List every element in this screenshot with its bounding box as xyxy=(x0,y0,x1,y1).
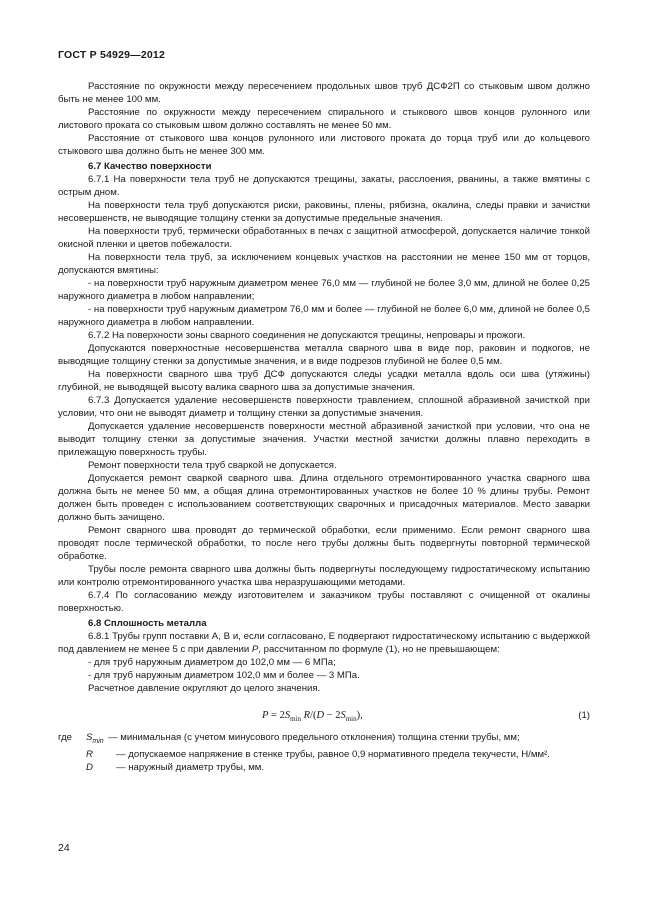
text-run: − 2 xyxy=(324,710,341,721)
paragraph: Расстояние по окружности между пересечением продольных швов труб ДСФ2П со стыковым швом должно быть не менее 100 мм. xyxy=(58,81,590,105)
list-item: - для труб наружным диаметром 102,0 мм и более — 3 МПа. xyxy=(88,670,360,681)
document-body xyxy=(58,80,590,774)
paragraph: Расчетное давление округляют до целого значения. xyxy=(88,683,321,694)
section-heading: 6.8 Сплошность металла xyxy=(88,618,207,629)
document-header: ГОСТ Р 54929—2012 xyxy=(58,49,166,61)
paragraph: Допускается ремонт сваркой сварного шва. Длина отдельного отремонтированного участка сварного шва должна быть не менее 50 мм, а общая длина отремонтированных участков не более 10 % длины трубы. Ремонт должен быть проведен с использованием соответствующих сварочных и присадочных материалов. Место заварки должно быть зачищено. xyxy=(58,473,590,523)
text-run: ), xyxy=(356,710,363,721)
variable-symbol xyxy=(86,731,108,748)
paragraph: На поверхности тела труб допускаются риски, раковины, плены, рябизна, окалина, следы правки и зачистки несовершенств, не выводящие толщину стенки за допустимые предельные значения. xyxy=(58,200,590,224)
variable-symbol: D xyxy=(316,710,325,721)
variable-definition: — допускаемое напряжение в стенке трубы, равное 0,9 нормативного предела текучести, Н/мм². xyxy=(116,748,550,760)
paragraph: Расстояние от стыкового шва концов рулонного или листового проката до торца труб или до кольцевого стыкового шва должно быть не менее 300 мм. xyxy=(58,133,590,157)
variable-symbol: R xyxy=(300,710,311,721)
paragraph: Расстояние по окружности между пересечением спирального и стыкового швов концов рулонного или листового проката со стыковым швом должно составлять не менее 50 мм. xyxy=(58,107,590,131)
subscript: min xyxy=(92,737,104,745)
text-run: 6.8.1 Трубы групп поставки А, В и, если согласовано, Е подвергают гидростатическому испытанию с выдержкой под давлением не менее 5 с при давлении xyxy=(58,631,590,655)
list-item: - для труб наружным диаметром до 102,0 мм — 6 МПа; xyxy=(88,657,336,668)
list-item: - на поверхности труб наружным диаметром 76,0 мм и более — глубиной не более 6,0 мм, длиной не более 0,5 наружного диаметра в любом направлении. xyxy=(58,304,590,328)
formula-number: (1) xyxy=(578,710,590,721)
variable-definition: — минимальная (с учетом минусового предельного отклонения) толщина стенки трубы, мм; xyxy=(108,732,520,743)
text-run: , рассчитанном по формуле (1), но не превышающем: xyxy=(258,644,500,655)
paragraph: На поверхности труб, термически обработанных в печах с защитной атмосферой, допускается наличие тонкой окисной пленки и цветов побежалости. xyxy=(58,226,590,250)
paragraph: Трубы после ремонта сварного шва должны быть подвергнуты последующему гидростатическому испытанию или контролю отремонтированного участка шва неразрушающими методами. xyxy=(58,564,590,588)
paragraph: Допускается удаление несовершенств поверхности местной абразивной зачисткой при условии, что она не выводит толщину стенки за допустимые значения. Участки местной зачистки должны плавно переходить в прилежащую поверхность трубы. xyxy=(58,421,590,458)
variable-symbol: S xyxy=(284,710,291,721)
variable-row xyxy=(58,761,590,774)
list-item: - на поверхности труб наружным диаметром менее 76,0 мм — глубиной не более 3,0 мм, длиной не более 0,25 наружного диаметра в любом направлении; xyxy=(58,278,590,302)
spacer xyxy=(58,761,86,774)
formula-block xyxy=(58,699,590,725)
variable-symbol: S xyxy=(340,710,346,721)
spacer xyxy=(58,748,86,761)
variable-symbol: D xyxy=(86,761,93,773)
paragraph xyxy=(58,630,590,656)
text-run: /( xyxy=(310,710,317,721)
symbol-letter: S xyxy=(86,732,93,743)
section-heading: 6.7 Качество поверхности xyxy=(88,161,212,172)
paragraph: На поверхности тела труб, за исключением концевых участков на расстоянии не менее 150 мм от торцов, допускаются вмятины: xyxy=(58,252,590,276)
variable-definitions xyxy=(58,731,590,774)
subscript: min xyxy=(345,715,357,724)
subscript: min xyxy=(290,715,301,724)
variable-symbol: R xyxy=(86,748,93,760)
variable-symbol: P xyxy=(251,644,259,655)
paragraph: 6.7.4 По согласованию между изготовителем и заказчиком трубы поставляют с очищенной от окалины поверхностью. xyxy=(58,590,590,614)
variable-row xyxy=(58,731,590,748)
page-number: 24 xyxy=(58,842,70,854)
formula-expression xyxy=(262,709,363,726)
variable-symbol: P xyxy=(262,710,269,721)
paragraph: 6.7.1 На поверхности тела труб не допускаются трещины, закаты, расслоения, рванины, а также вмятины с острым дном. xyxy=(58,174,590,198)
text-run: = 2 xyxy=(268,710,285,721)
paragraph: На поверхности сварного шва труб ДСФ допускаются следы усадки металла вдоль оси шва (утяжины) глубиной, не выводящей высоту валика сварного шва за допустимые значения. xyxy=(58,369,590,393)
paragraph: 6.7.2 На поверхности зоны сварного соединения не допускаются трещины, непровары и прожоги. xyxy=(88,330,526,341)
paragraph: Ремонт поверхности тела труб сваркой не допускается. xyxy=(88,460,337,471)
variable-row xyxy=(58,748,590,761)
variable-definition: — наружный диаметр трубы, мм. xyxy=(116,761,265,773)
paragraph: 6.7.3 Допускается удаление несовершенств поверхности травлением, сплошной абразивной зачисткой при условии, что они не выводят диаметр и толщину стенки за допустимые значения. xyxy=(58,395,590,419)
paragraph: Допускаются поверхностные несовершенства металла сварного шва в виде пор, раковин и подкогов, не выводящие толщину стенки за допустимые значения, и в виде подрезов глубиной не более 0,5 мм. xyxy=(58,343,590,367)
where-label: где xyxy=(58,732,73,743)
paragraph: Ремонт сварного шва проводят до термической обработки, если применимо. Если ремонт сварного шва проводят после термической обработки, то после него трубы должны быть подвергнуты повторной термической обработке. xyxy=(58,525,590,562)
